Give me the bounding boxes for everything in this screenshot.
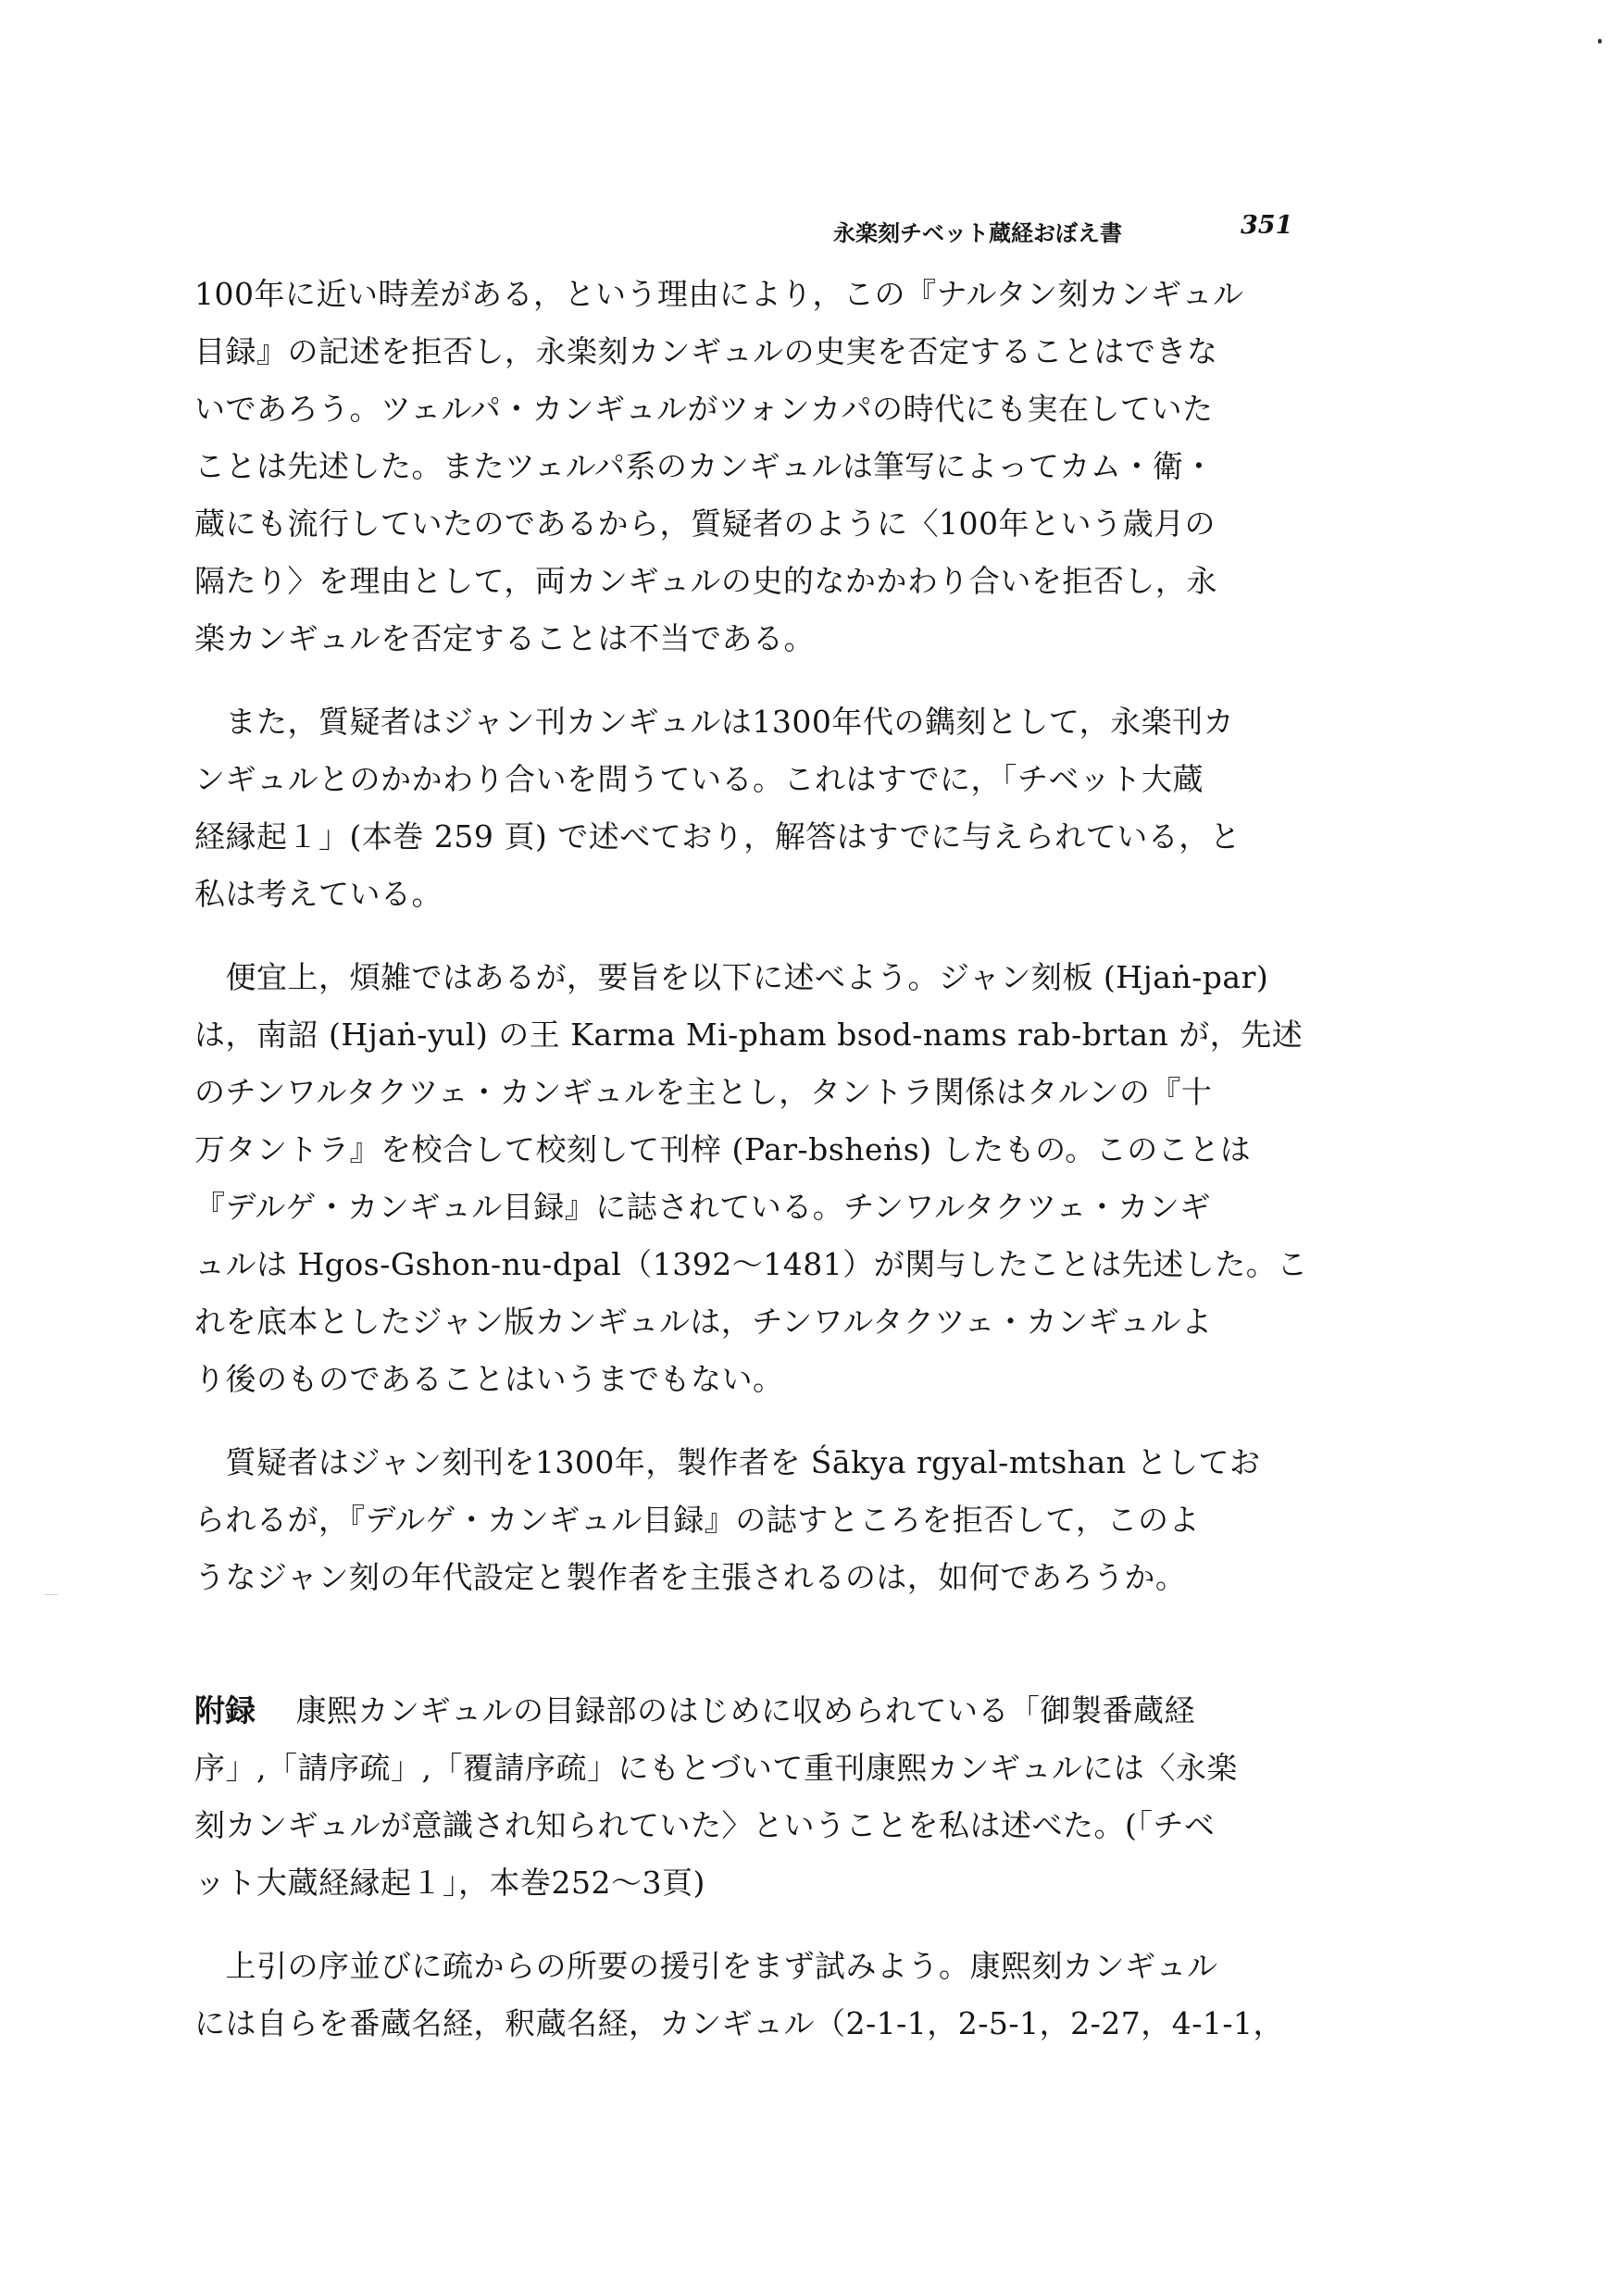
text-line: 隔たり〉を理由として，両カンギュルの史的なかかわり合いを拒否し，永 xyxy=(194,563,1217,599)
text-line: られるが，『デルゲ・カンギュル目録』の誌すところを拒否して，このよ xyxy=(194,1502,1201,1538)
appendix-line: 刻カンギュルが意識され知られていた〉ということを私は述べた。(「チベ xyxy=(194,1807,1216,1843)
appendix-line: には自らを番蔵名経，釈蔵名経，カンギュル（2-1-1，2-5-1，2-27，4-1-1， xyxy=(194,2005,1284,2041)
appendix-line: 上引の序並びに疏からの所要の援引をまず試みよう。康熙刻カンギュル xyxy=(194,1948,1218,1984)
appendix-line: 康熙カンギュルの目録部のはじめに収められている「御製番蔵経 xyxy=(265,1692,1195,1728)
margin-mark xyxy=(44,1594,57,1595)
text-line: 質疑者はジャン刻刊を1300年，製作者を Śākya rgyal-mtshan としてお xyxy=(194,1444,1261,1480)
text-line: 楽カンギュルを否定することは不当である。 xyxy=(194,620,815,656)
text-line: また，質疑者はジャン刊カンギュルは1300年代の鐫刻として，永楽刊カ xyxy=(194,704,1235,740)
print-speck xyxy=(1598,39,1602,44)
running-header xyxy=(833,211,1315,248)
text-line: うなジャン刻の年代設定と製作者を主張されるのは，如何であろうか。 xyxy=(194,1559,1187,1595)
text-line: 便宜上，煩雑ではあるが，要旨を以下に述べよう。ジャン刻板 (Hjaṅ-par) xyxy=(194,959,1269,995)
text-line: のチンワルタクツェ・カンギュルを主とし，タントラ関係はタルンの『十 xyxy=(194,1074,1213,1110)
appendix-line: 序」,「請序疏」,「覆請序疏」にもとづいて重刊康熙カンギュルには〈永楽 xyxy=(194,1750,1238,1786)
running-title: 永楽刻チベット蔵経おぼえ書 xyxy=(833,220,1122,246)
text-line: ことは先述した。またツェルパ系のカンギュルは筆写によってカム・衛・ xyxy=(194,448,1215,484)
text-line: れを底本としたジャン版カンギュルは，チンワルタクツェ・カンギュルよ xyxy=(194,1304,1213,1340)
text-line: 100年に近い時差がある，という理由により，この『ナルタン刻カンギュル xyxy=(194,276,1244,312)
text-line: 目録』の記述を拒否し，永楽刻カンギュルの史実を否定することはできな xyxy=(194,333,1218,369)
text-line: 蔵にも流行していたのであるから，質疑者のように〈100年という歳月の xyxy=(194,505,1216,542)
text-line: いであろう。ツェルパ・カンギュルがツォンカパの時代にも実在していた xyxy=(194,391,1214,427)
text-line: 万タントラ』を校合して校刻して刊梓 (Par-bsheṅs) したもの。このことは xyxy=(194,1131,1252,1167)
appendix-line: ット大蔵経縁起１」，本巻252〜3頁) xyxy=(194,1865,705,1901)
text-line: 『デルゲ・カンギュル目録』に誌されている。チンワルタクツェ・カンギ xyxy=(194,1189,1211,1225)
text-line: は，南詔 (Hjaṅ-yul) の王 Karma Mi-pham bsod-nams rab-brtan が，先述 xyxy=(194,1017,1304,1053)
text-line: り後のものであることはいうまでもない。 xyxy=(194,1361,784,1397)
appendix-heading: 附録 xyxy=(194,1692,256,1728)
page-number: 351 xyxy=(1241,211,1293,240)
text-line: 経縁起１」(本巻 259 頁) で述べており，解答はすでに与えられている，と xyxy=(194,818,1241,855)
text-line: ンギュルとのかかわり合いを問うている。これはすでに，「チベット大蔵 xyxy=(194,761,1204,797)
text-line: 私は考えている。 xyxy=(194,876,443,912)
text-line: ュルは Hgos-Gshon-nu-dpal（1392〜1481）が関与したことは先述した。こ xyxy=(194,1246,1308,1282)
